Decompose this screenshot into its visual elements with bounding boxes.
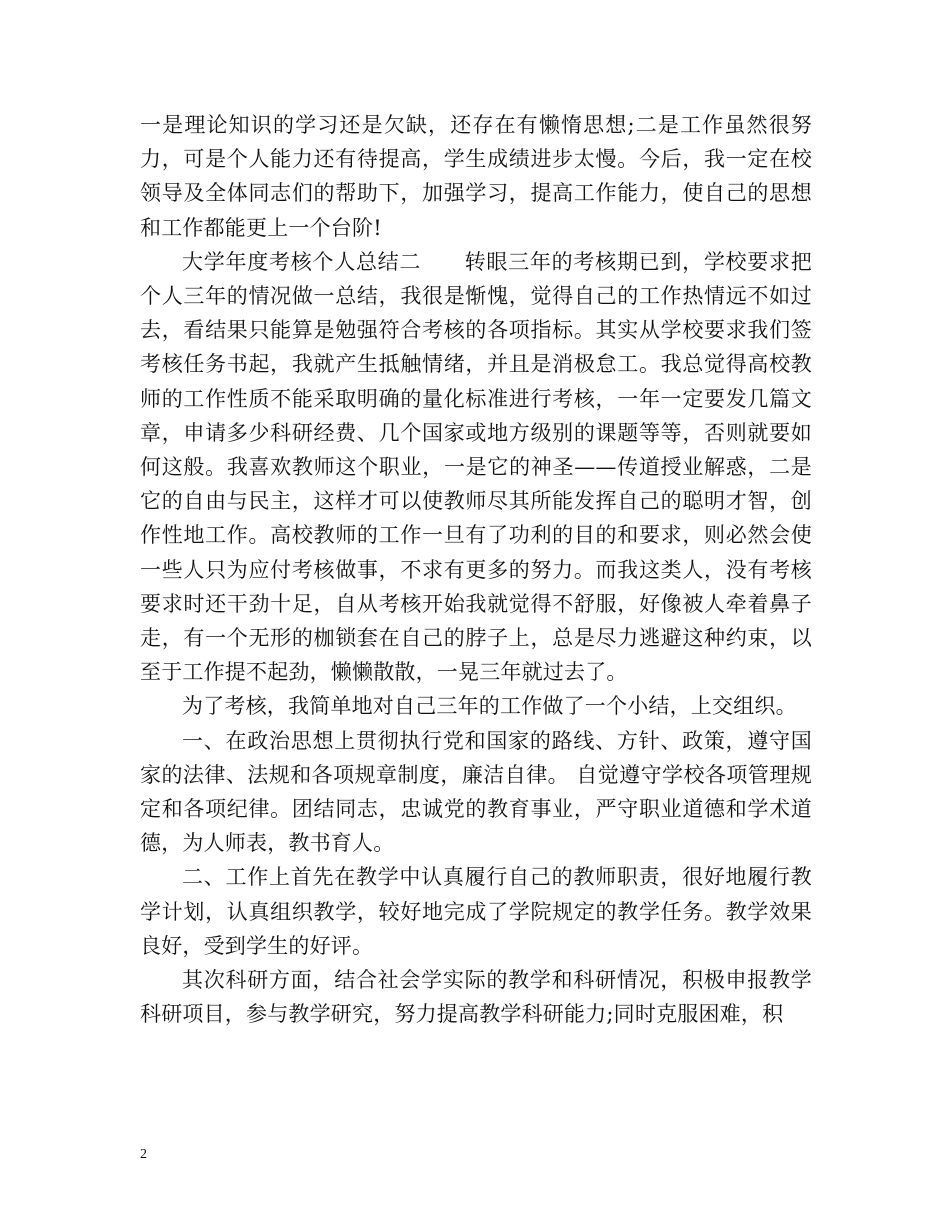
- paragraph-1: 一是理论知识的学习还是欠缺，还存在有懒惰思想;二是工作虽然很努力，可是个人能力还有待提高，学生成绩进步太慢。今后，我一定在校领导及全体同志们的帮助下，加强学习，提高工作能力，使自己的思想和工作都能更上一个台阶!: [140, 113, 812, 240]
- paragraph-2: 大学年度考核个人总结二 转眼三年的考核期已到，学校要求把个人三年的情况做一总结，我很是惭愧，觉得自己的工作热情远不如过去，看结果只能算是勉强符合考核的各项指标。其实从学校要求我们签考核任务书起，我就产生抵触情绪，并且是消极怠工。我总觉得高校教师的工作性质不能采取明确的量化标准进行考核，一年一定要发几篇文章，申请多少科研经费、几个国家或地方级别的课题等等，否则就要如何这般。我喜欢教师这个职业，一是它的神圣——传道授业解惑，二是它的自由与民主，这样才可以使教师尽其所能发挥自己的聪明才智，创作性地工作。高校教师的工作一旦有了功利的目的和要求，则必然会使一些人只为应付考核做事，不求有更多的努力。而我这类人，没有考核要求时还干劲十足，自从考核开始我就觉得不舒服，好像被人牵着鼻子走，有一个无形的枷锁套在自己的脖子上，总是尽力逃避这种约束，以至于工作提不起劲，懒懒散散，一晃三年就过去了。: [140, 249, 812, 685]
- paragraph-3: 为了考核，我简单地对自己三年的工作做了一个小结，上交组织。: [182, 694, 797, 719]
- page-number: 2: [140, 1147, 147, 1162]
- paragraph-6: 其次科研方面，结合社会学实际的教学和科研情况，积极申报教学科研项目，参与教学研究，努力提高教学科研能力;同时克服困难，积: [140, 968, 812, 1027]
- paragraph-5: 二、工作上首先在教学中认真履行自己的教师职责，很好地履行教学计划，认真组织教学，较好地完成了学院规定的教学任务。教学效果良好，受到学生的好评。: [140, 865, 812, 958]
- document-body: [140, 108, 812, 1031]
- paragraph-4: 一、在政治思想上贯彻执行党和国家的路线、方针、政策，遵守国家的法律、法规和各项规章制度，廉洁自律。 自觉遵守学校各项管理规定和各项纪律。团结同志，忠诚党的教育事业，严守职业道德和学术道德，为人师表，教书育人。: [140, 728, 812, 856]
